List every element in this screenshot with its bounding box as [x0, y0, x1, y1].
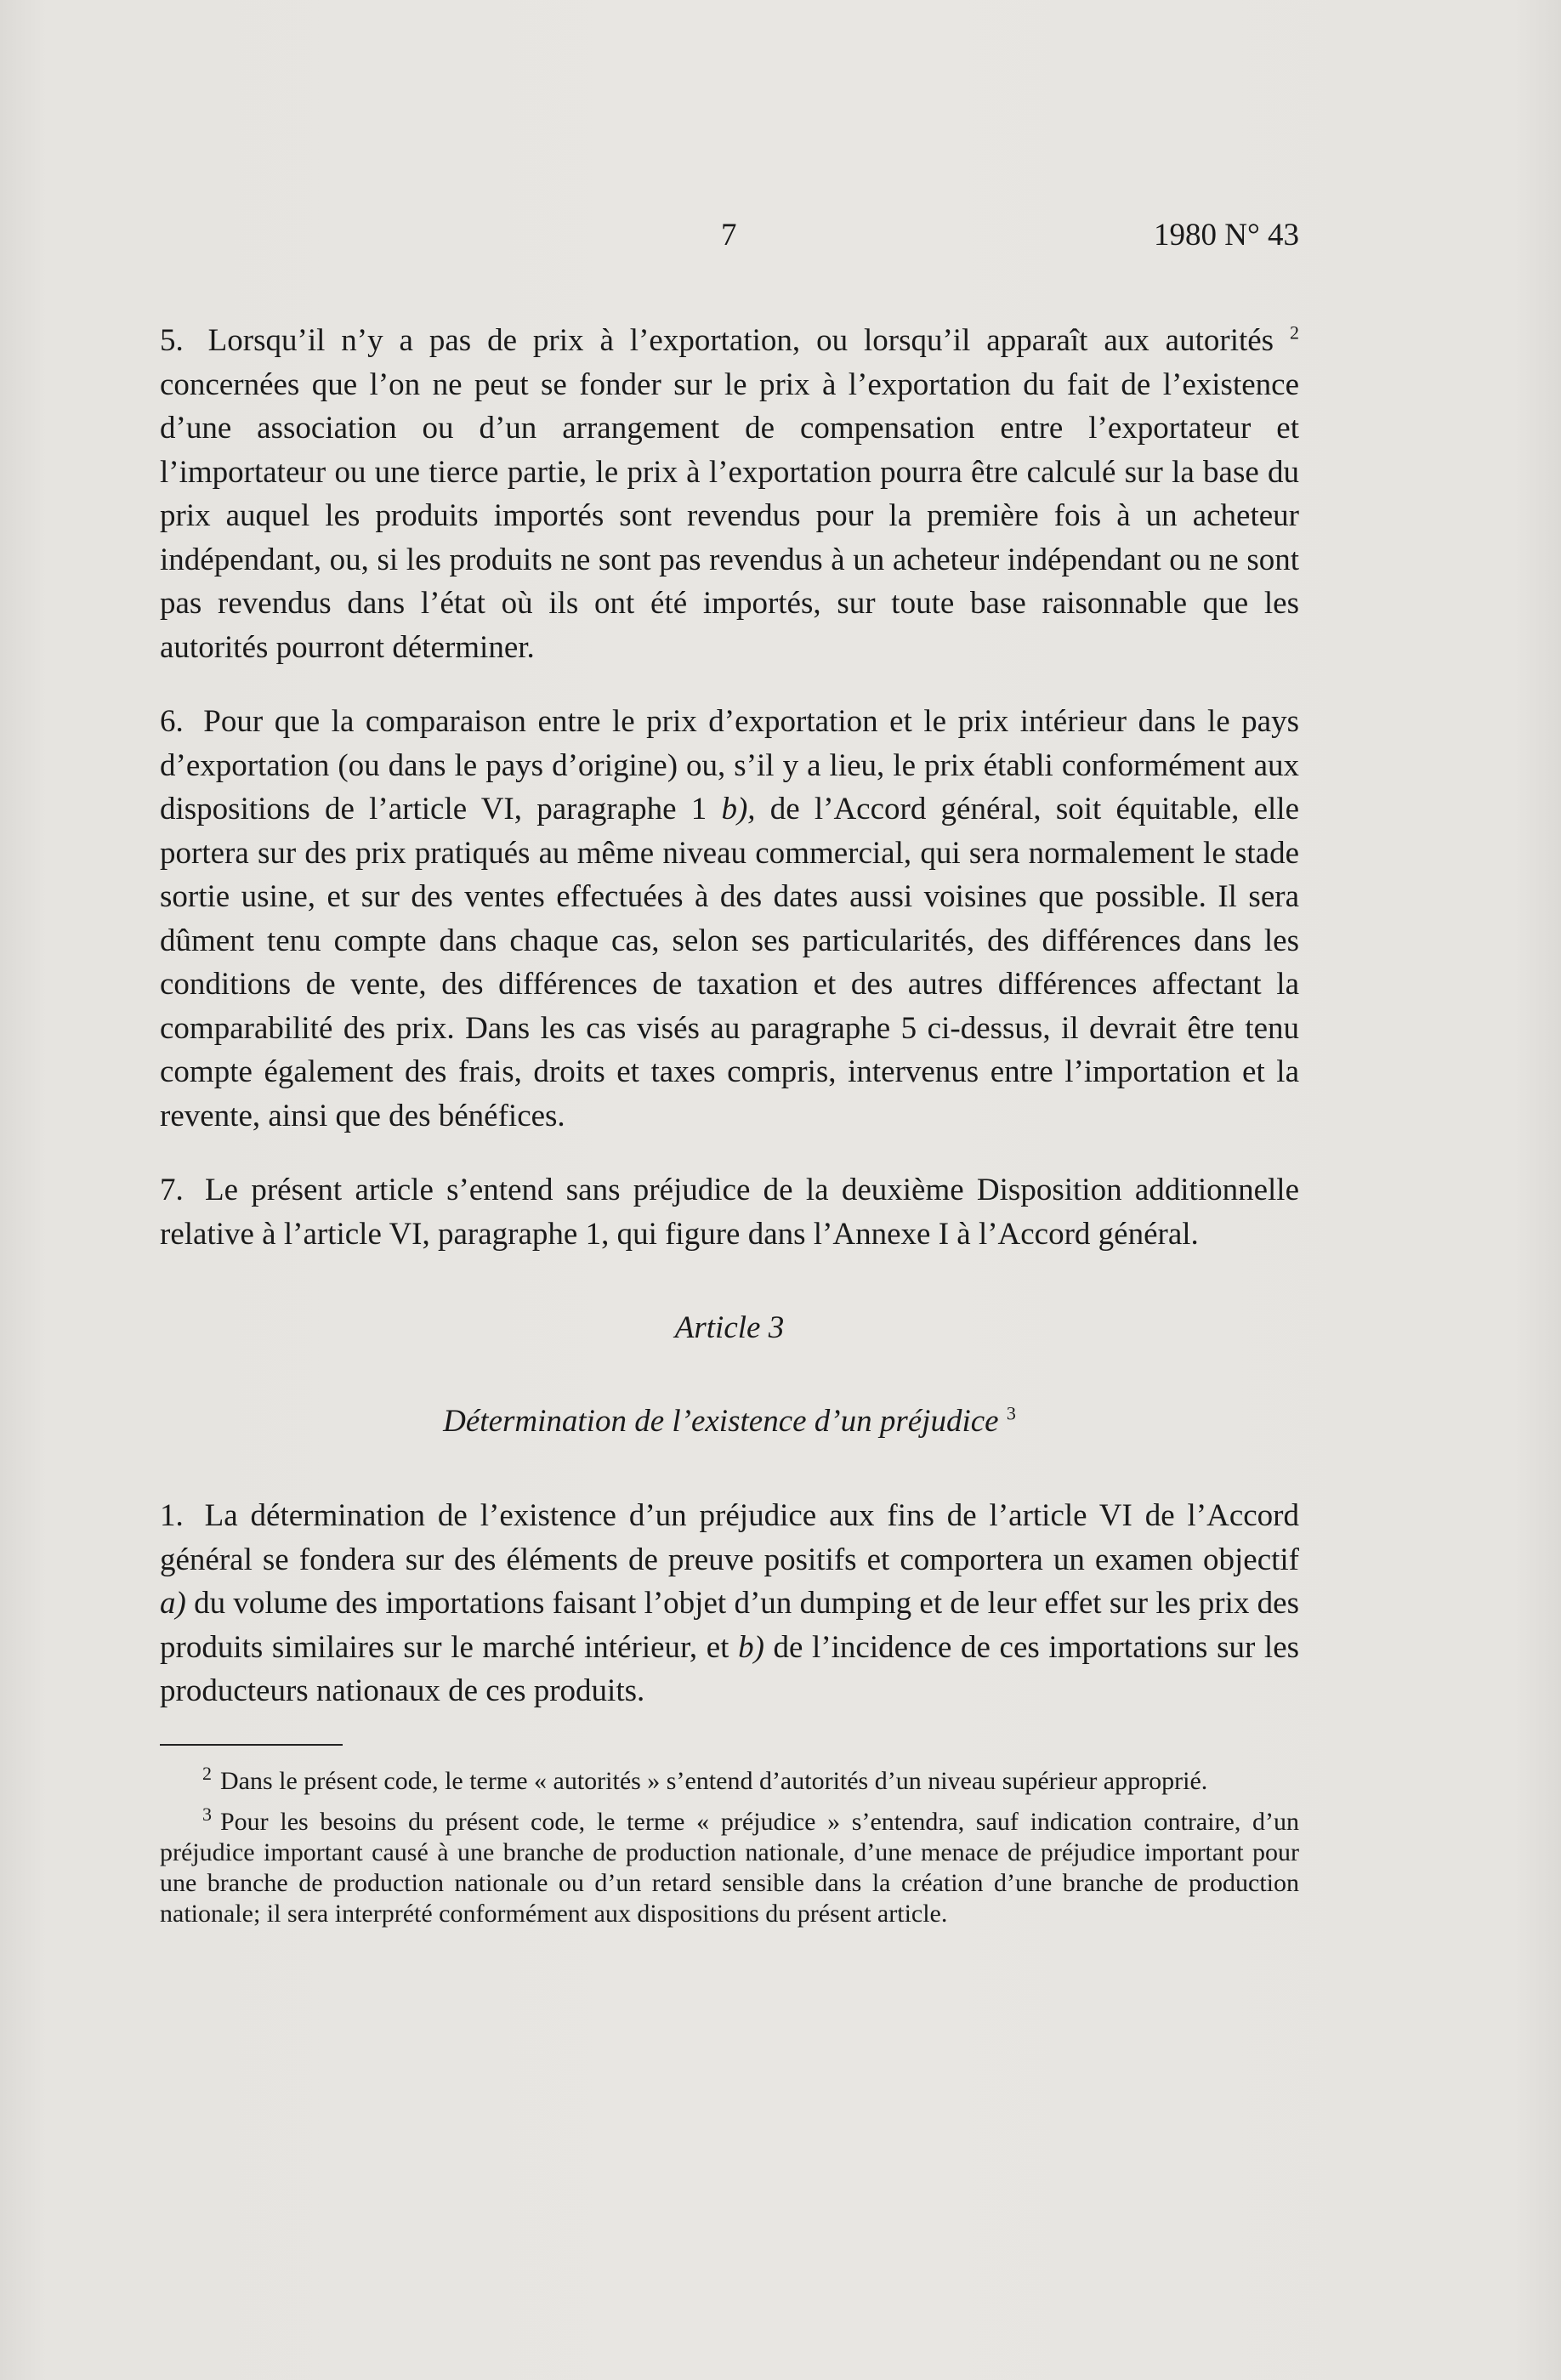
- paragraph-italic: b): [738, 1629, 764, 1665]
- page-number: 7: [721, 218, 737, 253]
- page-header: [160, 217, 1299, 259]
- paragraph-text: Le présent article s’entend sans préjudice de la deuxième Disposition additionnelle relative à l’article VI, paragraphe 1, qui figure dans l’Annexe I à l’Accord général.: [160, 1173, 1300, 1252]
- paragraph-5: [160, 319, 1299, 669]
- paragraph-number: 5.: [160, 323, 184, 358]
- paragraph-number: 1.: [160, 1498, 184, 1533]
- paragraph-text: du volume des importations faisant l’objet d’un dumping et de leur effet sur les prix des produits similaires sur le marché intérieur, et: [160, 1586, 1299, 1665]
- document-reference: 1980 N° 43: [1153, 218, 1299, 253]
- paragraph-7: [160, 1168, 1299, 1256]
- paragraph-text: de l’Accord général, soit équitable, elle portera sur des prix pratiqués au même niveau commercial, qui sera normalement le stade sortie usine, et sur des ventes effectuées à des dates aussi voisines que possible. Il sera dûment tenu compte dans chaque cas, selon ses particularités, des différences dans les conditions de vente, des différences de taxation et des autres différences affectant la comparabilité des prix. Dans les cas visés au paragraphe 5 ci-dessus, il devrait être tenu compte également des frais, droits et taxes compris, intervenus entre l’importation et la revente, ainsi que des bénéfices.: [160, 792, 1299, 1133]
- article-subtitle-text: Détermination de l’existence d’un préjudice: [443, 1404, 999, 1439]
- page-content: [160, 319, 1299, 1940]
- footnote-divider: [160, 1744, 343, 1746]
- footnote-2: $^2$ Dans le présent code, le terme « autorités » s’entend d’autorités d’un niveau supérieur approprié.: [202, 1762, 1208, 1795]
- paragraph-text: concernées que l’on ne peut se fonder sur le prix à l’exportation du fait de l’existence d’une association ou d’un arrangement de compensation entre l’exportateur et l’importateur ou une tierce partie, le prix à l’exportation pourra être calculé sur la base du prix auquel les produits importés sont revendus pour la première fois à un acheteur indépendant, ou, si les produits ne sont pas revendus à un acheteur indépendant ou ne sont pas revendus dans l’état où ils ont été importés, sur toute base raisonnable que les autorités pourront déterminer.: [160, 366, 1299, 665]
- footnote-text: Pour les besoins du présent code, le terme « préjudice » s’entendra, sauf indication contraire, d’un préjudice important causé à une branche de production nationale, d’une menace de préjudice important pour une branche de production nationale ou d’un retard sensible dans la création d’une branche de production nationale; il sera interprété conformément aux dispositions du présent article.: [160, 1807, 1299, 1928]
- paragraph-italic: a): [160, 1586, 186, 1621]
- paragraph-number: 6.: [160, 704, 184, 739]
- article-subtitle: [160, 1400, 1299, 1443]
- footnote-ref-2: 2: [1290, 321, 1300, 344]
- paragraph-text: La détermination de l’existence d’un préjudice aux fins de l’article VI de l’Accord général se fondera sur des éléments de preuve positifs et comportera un examen objectif: [160, 1498, 1300, 1577]
- paragraph-number: 7.: [160, 1173, 184, 1207]
- paragraph-italic: b),: [721, 792, 756, 826]
- footnote-ref-3: 3: [1006, 1402, 1016, 1424]
- article-title: Article 3: [674, 1310, 785, 1345]
- article-paragraph-1: [160, 1494, 1299, 1713]
- paragraph-text: Lorsqu’il n’y a pas de prix à l’exportation, ou lorsqu’il apparaît aux autorités: [207, 323, 1274, 358]
- paragraph-text: de l’incidence de ces importations sur les producteurs nationaux de ces produits.: [160, 1629, 1300, 1708]
- footnote-text: Dans le présent code, le terme « autorités » s’entend d’autorités d’un niveau supérieur approprié.: [220, 1766, 1208, 1795]
- footnote-3: $^3$ Pour les besoins du présent code, le terme « préjudice » s’entendra, sauf indication contraire, d’un préjudice important causé à une branche de production nationale, d’une menace de préjudice important pour une branche de production nationale ou d’un retard sensible dans la création d’une branche de production nationale; il sera interprété conformément aux dispositions du présent article.: [160, 1803, 1299, 1928]
- paragraph-6: [160, 700, 1299, 1138]
- paragraph-text: Pour que la comparaison entre le prix d’exportation et le prix intérieur dans le pays d’exportation (ou dans le pays d’origine) ou, s’il y a lieu, le prix établi conformément aux dispositions de l’article VI, paragraphe 1: [160, 704, 1299, 826]
